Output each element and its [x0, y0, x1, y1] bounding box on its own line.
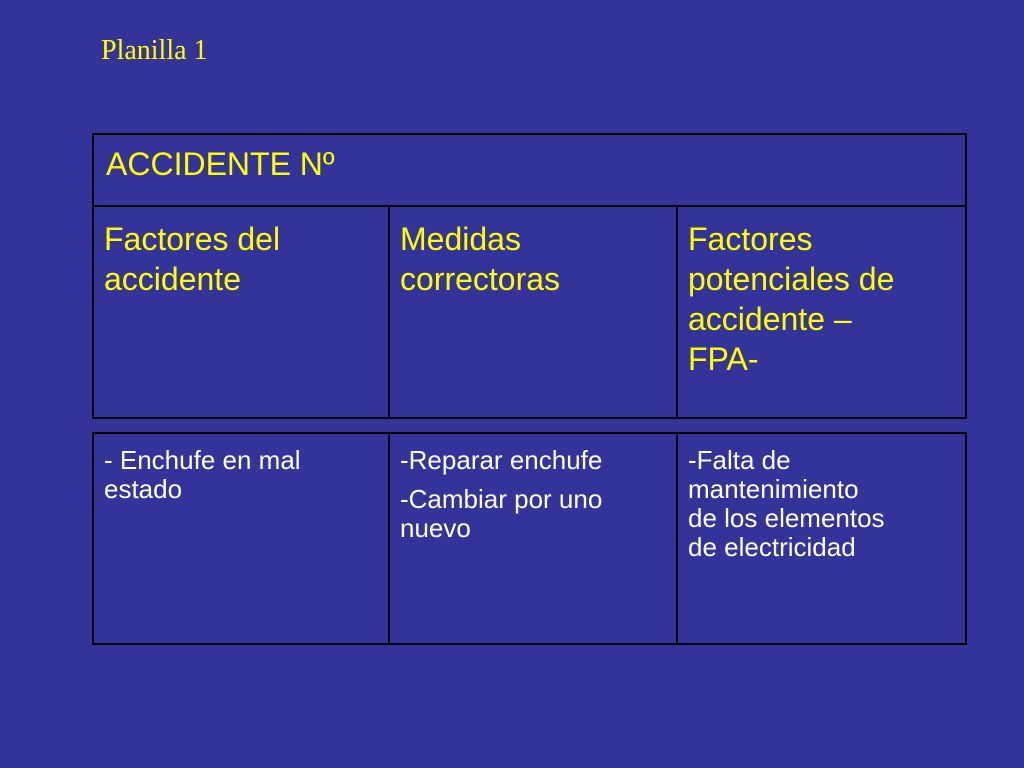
table-title-row — [93, 134, 966, 206]
accident-number-cell — [93, 134, 966, 206]
header-text-line: Medidas — [400, 221, 521, 257]
header-text-line: accidente – — [688, 301, 852, 337]
accident-number-label: ACCIDENTE Nº — [106, 146, 335, 182]
slide-title: Planilla 1 — [101, 35, 208, 66]
cell-text-line: nuevo — [400, 513, 471, 543]
cell-fpa — [677, 433, 966, 644]
accident-header-table — [92, 133, 967, 419]
header-factores-accidente — [93, 206, 389, 418]
column-headers-row — [93, 206, 966, 418]
cell-text-line: -Falta de — [688, 445, 791, 475]
header-text-line: accidente — [104, 261, 241, 297]
cell-text-line: -Cambiar por uno — [400, 484, 603, 514]
cell-medidas — [389, 433, 677, 644]
header-medidas-correctoras — [389, 206, 677, 418]
cell-factores — [93, 433, 389, 644]
cell-text-line: - Enchufe en mal — [104, 445, 301, 475]
cell-text-line: de electricidad — [688, 532, 856, 562]
cell-text-line: de los elementos — [688, 503, 885, 533]
table-row — [93, 433, 966, 644]
cell-text-line: estado — [104, 474, 183, 504]
cell-text-line: mantenimiento — [688, 474, 859, 504]
header-text-line: Factores del — [104, 221, 281, 257]
header-text-line: potenciales de — [688, 261, 895, 297]
header-factores-potenciales — [677, 206, 966, 418]
header-text-line: Factores — [688, 221, 813, 257]
accident-body-table — [92, 432, 967, 645]
header-text-line: FPA- — [688, 341, 759, 377]
header-text-line: correctoras — [400, 261, 561, 297]
cell-text-line: -Reparar enchufe — [400, 445, 603, 475]
